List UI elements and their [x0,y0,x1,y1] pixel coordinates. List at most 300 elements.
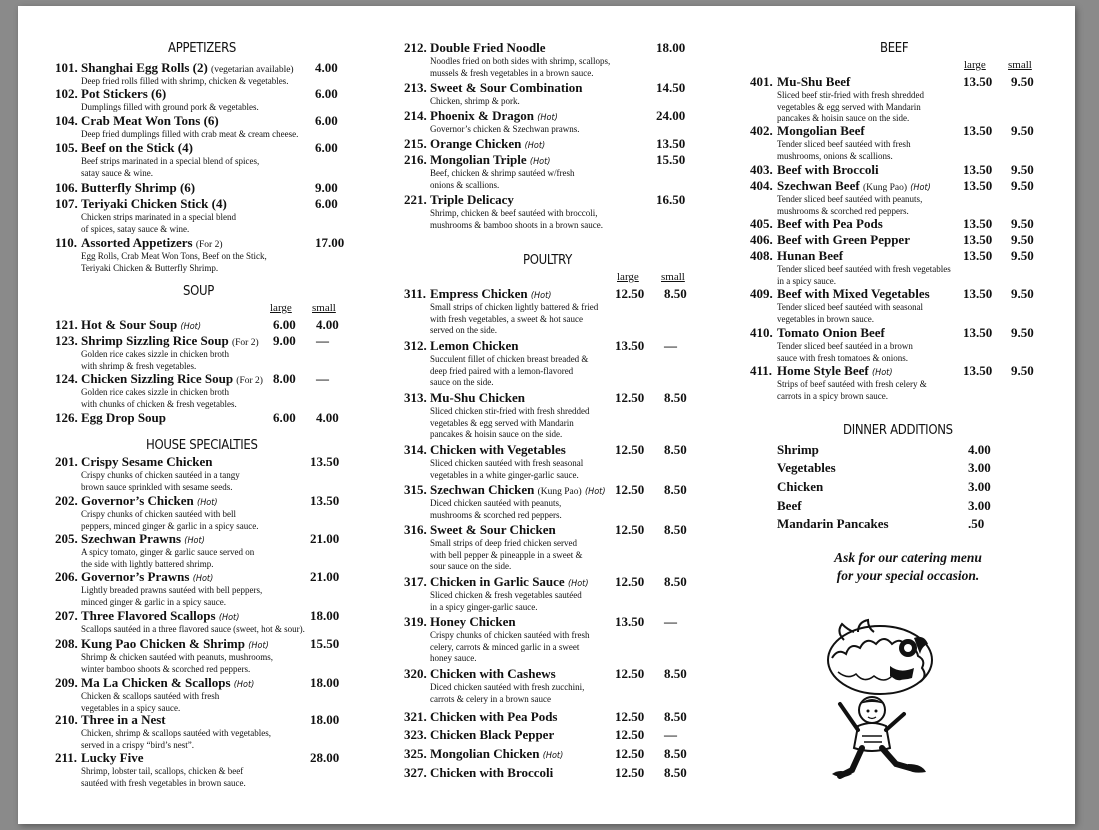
menu-item-description: Succulent fillet of chicken breast breaded & deep fried paired with a lemon-flavored sauce on the side. [430,354,589,388]
menu-item [55,569,385,608]
menu-item-title: Beef with Pea Pods [777,216,883,231]
menu-item-title: Chicken in Garlic Sauce [430,574,565,589]
menu-item-number: 214. [404,108,427,123]
menu-item-name [430,136,545,152]
menu-item-price-large: 12.50 [615,727,645,742]
menu-item-note: (For 2) [231,338,259,348]
menu-item-title: Sweet & Sour Combination [430,80,583,95]
hot-marker: (Hot) [910,183,931,193]
menu-item-description: Small strips of deep fried chicken served with bell pepper & pineapple in a sweet & sour sauce on the side. [430,538,583,572]
menu-item [55,235,385,274]
menu-item [404,40,734,79]
menu-item-number: 311. [404,286,427,301]
hot-marker: (Hot) [218,613,240,623]
menu-item-title: Empress Chicken [430,286,528,301]
menu-item-description: Noodles fried on both sides with shrimp, scallops, mussels & fresh vegetables in a brown sauce. [430,56,611,78]
menu-item-price-large: 12.50 [615,574,645,589]
menu-item-title: Shrimp Sizzling Rice Soup [81,333,229,348]
menu-item-price-small: 9.50 [1011,74,1034,89]
menu-item-title: Beef with Green Pepper [777,232,910,247]
menu-item-name [81,371,263,387]
menu-item-price-large: 15.50 [656,152,686,167]
hot-marker: (Hot) [184,536,205,546]
addition-name: Mandarin Pancakes [777,516,889,531]
menu-item-price-large: 13.50 [615,338,645,353]
menu-item-title: Governor’s Chicken [81,493,194,508]
menu-item-price-small: 4.00 [316,410,339,425]
menu-item-price-large: 21.00 [310,569,340,584]
menu-item-price-small: 8.50 [664,574,687,589]
menu-item-price-small: — [664,614,677,629]
menu-item-name [430,765,553,781]
menu-item-description: Shrimp & chicken sautéed with peanuts, mushrooms, winter bamboo shoots & scorched red peppers. [81,652,273,674]
menu-item-name [430,727,554,743]
menu-item-price-small: 9.50 [1011,123,1034,138]
menu-item-price-large: 13.50 [963,325,993,340]
menu-item-line [750,325,1080,341]
menu-item-line [404,286,734,302]
menu-page [18,6,1075,824]
menu-item-name [430,614,516,630]
menu-item-price-large: 12.50 [615,522,645,537]
menu-item [404,338,734,389]
menu-item [404,709,734,725]
menu-item-number: 121. [55,317,78,332]
menu-item-title: Crab Meat Won Tons (6) [81,113,219,128]
menu-item-name [81,531,205,547]
menu-item-price-small: 9.50 [1011,232,1034,247]
menu-item [750,178,1080,217]
menu-item [404,390,734,441]
menu-item-description: Shrimp, lobster tail, scallops, chicken & beef sautéed with fresh vegetables in brown sauce. [81,766,246,788]
menu-item-name [430,522,556,538]
hot-marker: (Hot) [192,574,214,584]
menu-item-price-large: 12.50 [615,765,645,780]
menu-item-price-large: 17.00 [315,235,345,250]
menu-item-description: Governor’s chicken & Szechwan prawns. [430,124,580,134]
menu-item [750,325,1080,364]
menu-item-number: 124. [55,371,78,386]
menu-item [404,614,734,665]
menu-item [55,750,385,789]
menu-item-name [430,338,518,354]
menu-item-description: Beef strips marinated in a special blend of spices, satay sauce & wine. [81,156,260,178]
menu-item-number: 316. [404,522,427,537]
menu-item-price-small: 8.50 [664,286,687,301]
addition-name: Beef [777,498,802,513]
menu-item-title: Sweet & Sour Chicken [430,522,556,537]
menu-item-line [750,123,1080,139]
menu-item-number: 401. [750,74,773,89]
addition-price: 3.00 [968,460,991,475]
hot-marker: (Hot) [524,141,546,151]
menu-item [404,765,734,781]
menu-item-line [55,196,385,212]
menu-item-price-large: 12.50 [615,286,645,301]
menu-item-price-large: 13.50 [656,136,686,151]
menu-item-name [430,152,550,168]
menu-item [750,216,1080,232]
menu-item-title: Chicken Sizzling Rice Soup [81,371,234,386]
menu-item-price-large: 12.50 [615,482,645,497]
menu-item-number: 317. [404,574,427,589]
menu-item-number: 409. [750,286,773,301]
menu-item-note: (Kung Pao) [862,183,908,193]
menu-item-line [404,666,734,682]
menu-item-title: Double Fried Noodle [430,40,546,55]
menu-item-line [750,363,1080,379]
menu-item-title: Chicken with Cashews [430,666,556,681]
menu-item [404,152,734,191]
menu-item-price-large: 13.50 [310,454,340,469]
menu-item-name [777,162,879,178]
menu-item-title: Chicken with Broccoli [430,765,554,780]
menu-item-description: Sliced beef stir-fried with fresh shredded vegetables & egg served with Mandarin pancakes & hoisin sauce on the side. [777,90,925,124]
hot-marker: (Hot) [248,641,269,651]
menu-item-price-large: 13.50 [963,363,993,378]
menu-item-description: Crispy chunks of chicken sautéed with fresh celery, carrots & minced garlic in a sweet honey sauce. [430,630,590,664]
menu-item-number: 206. [55,569,78,584]
menu-item-title: Mongolian Beef [777,123,865,138]
menu-item-line [404,614,734,630]
menu-item-description: Deep fried rolls filled with shrimp, chicken & vegetables. [81,76,289,86]
menu-item-price-large: 6.00 [273,317,296,332]
menu-item-description: Tender sliced beef sautéed with fresh vegetables in a spicy sauce. [777,264,951,286]
menu-item-price-small: 9.50 [1011,216,1034,231]
menu-item-price-large: 9.00 [315,180,338,195]
addition-price: .50 [968,516,985,531]
menu-item-line [404,152,734,168]
menu-item-line [55,493,385,509]
menu-item-price-large: 13.50 [615,614,645,629]
addition-name: Vegetables [777,460,836,475]
menu-item-number: 126. [55,410,78,425]
menu-item-number: 212. [404,40,427,55]
menu-item-price-small: 8.50 [664,666,687,681]
menu-item-name [777,232,910,248]
menu-item-line [750,232,1080,248]
menu-item-title: Mu-Shu Chicken [430,390,525,405]
menu-item-description: Deep fried dumplings filled with crab meat & cream cheese. [81,129,299,139]
menu-item-price-small: 9.50 [1011,162,1034,177]
menu-item [55,493,385,532]
hot-marker: (Hot) [233,680,255,690]
menu-item-title: Szechwan Chicken [430,482,535,497]
menu-item-number: 402. [750,123,773,138]
menu-item-name [81,140,193,156]
menu-item-name [81,712,166,728]
poultry-large-header: large [617,271,639,283]
menu-item-number: 314. [404,442,427,457]
menu-item [404,136,734,152]
menu-item-line [55,410,385,426]
menu-item-number: 411. [750,363,773,378]
hot-marker: (Hot) [537,113,558,123]
menu-item-description: Sliced chicken stir-fried with fresh shredded vegetables & egg served with Mandarin pancakes & hoisin sauce on the side. [430,406,590,440]
menu-item-line [404,522,734,538]
menu-item-price-large: 6.00 [315,196,338,211]
menu-item-price-small: 8.50 [664,746,687,761]
menu-item-price-large: 13.50 [963,178,993,193]
menu-item-price-small: 9.50 [1011,363,1034,378]
menu-item-name [777,74,850,90]
menu-item-price-large: 12.50 [615,666,645,681]
menu-item-price-large: 18.00 [310,712,340,727]
menu-item-price-small: — [316,371,329,386]
hot-marker: (Hot) [542,751,564,761]
menu-item-name [81,569,213,585]
menu-item-price-small: 8.50 [664,482,687,497]
menu-item-line [55,113,385,129]
menu-item [55,712,385,751]
addition-price: 3.00 [968,498,991,513]
menu-item [750,286,1080,325]
menu-item-price-large: 24.00 [656,108,686,123]
menu-item-name [430,746,563,762]
menu-item-title: Beef with Mixed Vegetables [777,286,930,301]
menu-item-description: Diced chicken sautéed with fresh zucchini, carrots & celery in a brown sauce [430,682,585,704]
menu-item [750,123,1080,162]
menu-item-title: Lucky Five [81,750,144,765]
section-title-dinner-additions: DINNER ADDITIONS [843,423,953,438]
menu-item-line [55,531,385,547]
menu-item-name [430,574,589,590]
menu-item-title: Beef with Broccoli [777,162,879,177]
menu-item-price-large: 4.00 [315,60,338,75]
menu-item-number: 315. [404,482,427,497]
menu-item-price-large: 16.50 [656,192,686,207]
menu-item-price-small: 9.50 [1011,325,1034,340]
menu-item-title: Hot & Sour Soup [81,317,178,332]
menu-item-title: Ma La Chicken & Scallops [81,675,231,690]
menu-item-price-large: 13.50 [963,286,993,301]
menu-item-number: 327. [404,765,427,780]
menu-item-note: (vegetarian available) [211,65,294,75]
menu-item-name [81,235,222,251]
menu-item [404,574,734,613]
menu-item-name [777,286,930,302]
menu-item-line [55,180,385,196]
menu-item-number: 205. [55,531,78,546]
menu-item-price-large: 14.50 [656,80,686,95]
menu-item-price-small: 8.50 [664,390,687,405]
menu-item [750,162,1080,178]
menu-item-price-large: 13.50 [963,232,993,247]
menu-item-line [55,636,385,652]
menu-item-title: Beef on the Stick (4) [81,140,193,155]
menu-item [750,232,1080,248]
menu-item-name [777,248,843,264]
menu-item-number: 312. [404,338,427,353]
menu-item [750,363,1080,402]
menu-item-line [404,746,734,762]
poultry-small-header: small [661,271,685,283]
menu-item-number: 101. [55,60,78,75]
menu-item-title: Kung Pao Chicken & Shrimp [81,636,245,651]
menu-item-line [55,712,385,728]
section-title-house-specialties: HOUSE SPECIALTIES [146,438,258,453]
menu-item-name [81,113,219,129]
hot-marker: (Hot) [529,157,551,167]
menu-item-number: 405. [750,216,773,231]
menu-item-number: 211. [55,750,78,765]
menu-item-line [404,482,734,498]
menu-item-description: Egg Rolls, Crab Meat Won Tons, Beef on the Stick, Teriyaki Chicken & Butterfly Shrimp. [81,251,267,273]
menu-item [55,317,385,333]
menu-item-number: 213. [404,80,427,95]
menu-item [55,636,385,675]
addition-price: 4.00 [968,442,991,457]
beef-large-header: large [964,59,986,71]
menu-item [750,248,1080,287]
menu-item-price-large: 18.00 [656,40,686,55]
menu-item-line [404,80,734,96]
menu-item-number: 123. [55,333,78,348]
section-title-soup: SOUP [183,284,215,299]
menu-item [55,371,385,410]
menu-item-price-small: 4.00 [316,317,339,332]
menu-item [404,108,734,136]
menu-item-price-large: 6.00 [315,86,338,101]
menu-item-line [404,727,734,743]
menu-item-title: Hunan Beef [777,248,844,263]
menu-item-line [55,371,385,387]
hot-marker: (Hot) [584,487,606,497]
menu-item-title: Assorted Appetizers [81,235,193,250]
menu-item-title: Egg Drop Soup [81,410,167,425]
menu-item [55,531,385,570]
menu-item-line [55,86,385,102]
menu-item [404,482,734,521]
menu-item-description: Chicken, shrimp & pork. [430,96,520,106]
menu-item [404,727,734,743]
menu-item-title: Three in a Nest [81,712,166,727]
menu-item-description: Crispy chunks of chicken sautéed with bell peppers, minced ginger & garlic in a spicy sauce. [81,509,259,531]
section-title-appetizers: APPETIZERS [168,41,237,56]
menu-item-title: Triple Delicacy [430,192,514,207]
menu-item-line [55,569,385,585]
menu-item [55,113,385,141]
menu-item-description: Tender sliced beef sautéed with seasonal vegetables in brown sauce. [777,302,924,324]
menu-item [404,746,734,762]
menu-item-line [404,40,734,56]
menu-item [55,86,385,114]
menu-item-line [750,162,1080,178]
menu-item-name [777,325,885,341]
menu-item-price-large: 13.50 [963,216,993,231]
menu-item [55,454,385,493]
menu-item-name [430,40,546,56]
menu-item-name [777,216,883,232]
menu-item-line [404,108,734,124]
menu-item-title: Mongolian Triple [430,152,527,167]
menu-item-line [55,60,385,76]
addition-price: 3.00 [968,479,991,494]
menu-item-line [404,338,734,354]
menu-item [404,286,734,337]
menu-item-name [81,750,143,766]
menu-item-line [750,178,1080,194]
menu-item-line [55,140,385,156]
menu-item-title: Home Style Beef [777,363,869,378]
menu-item [55,60,385,88]
menu-item-description: Golden rice cakes sizzle in chicken broth with chunks of chicken & fresh vegetables. [81,387,237,409]
menu-item-line [55,454,385,470]
menu-item-number: 208. [55,636,78,651]
menu-item-title: Phoenix & Dragon [430,108,534,123]
menu-item-number: 321. [404,709,427,724]
menu-item-title: Teriyaki Chicken Stick (4) [81,196,227,211]
menu-item-price-large: 6.00 [273,410,296,425]
menu-item-price-large: 9.00 [273,333,296,348]
menu-item-price-large: 21.00 [310,531,340,546]
menu-item-title: Orange Chicken [430,136,522,151]
menu-item-description: A spicy tomato, ginger & garlic sauce served on the side with lightly battered shrimp. [81,547,255,569]
menu-item-title: Tomato Onion Beef [777,325,885,340]
menu-item-description: Small strips of chicken lightly battered & fried with fresh vegetables, a sweet & hot sauce served on the side. [430,302,599,336]
menu-item-title: Mu-Shu Beef [777,74,851,89]
menu-item [55,410,385,426]
menu-item-price-small: — [316,333,329,348]
menu-item-title: Lemon Chicken [430,338,519,353]
menu-item-price-large: 6.00 [315,140,338,155]
menu-item-name [777,123,865,139]
soup-small-header: small [312,302,336,314]
menu-item-title: Chicken with Vegetables [430,442,566,457]
menu-item-price-small: — [664,338,677,353]
menu-item [55,196,385,235]
menu-item-price-small: 9.50 [1011,286,1034,301]
menu-item-number: 105. [55,140,78,155]
menu-item-price-large: 6.00 [315,113,338,128]
menu-item-name [81,60,294,76]
menu-item-price-large: 12.50 [615,442,645,457]
hot-marker: (Hot) [197,498,218,508]
menu-item-price-small: 8.50 [664,709,687,724]
menu-item-name [430,108,558,124]
menu-item [404,666,734,705]
menu-item-price-large: 15.50 [310,636,340,651]
menu-item-description: Dumplings filled with ground pork & vegetables. [81,102,259,112]
menu-item-number: 215. [404,136,427,151]
menu-item [404,442,734,481]
menu-item-number: 210. [55,712,78,727]
menu-item-number: 323. [404,727,427,742]
menu-item [55,608,385,636]
menu-item-title: Butterfly Shrimp (6) [81,180,196,195]
menu-item-name [430,442,566,458]
hot-marker: (Hot) [567,579,589,589]
menu-item-line [55,333,385,349]
menu-item [55,140,385,179]
menu-item-number: 104. [55,113,78,128]
menu-item-price-large: 8.00 [273,371,296,386]
menu-item-name [81,636,269,652]
menu-item-title: Honey Chicken [430,614,516,629]
menu-item-number: 221. [404,192,427,207]
menu-item-name [430,192,514,208]
menu-item [750,74,1080,125]
menu-item-number: 406. [750,232,773,247]
hot-marker: (Hot) [871,368,893,378]
menu-item-number: 408. [750,248,773,263]
menu-item-description: Strips of beef sautéed with fresh celery & carrots in a spicy brown sauce. [777,379,927,401]
menu-item-name [81,196,227,212]
menu-item-name [777,178,931,194]
menu-item-note: (For 2) [236,376,263,386]
menu-item-description: Lightly breaded prawns sautéed with bell peppers, minced ginger & garlic in a spicy sauce. [81,585,263,607]
menu-item-line [55,675,385,691]
